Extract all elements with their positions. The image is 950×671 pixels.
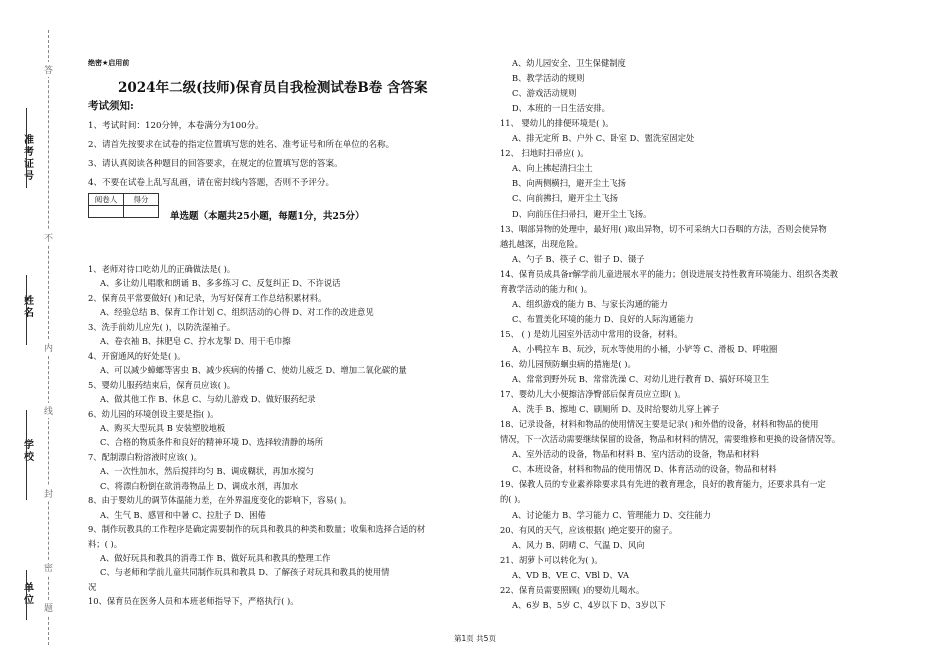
exam-title: 2024年二级(技师)保育员自我检测试卷B卷 含答案 [118,80,428,96]
margin-char: 不 [44,230,53,245]
question-text: 越扎越深，出现危险。 [500,238,583,249]
answer-option: A、一次性加水，然后搅拌均匀 B、调成糊状，再加水搅匀 [100,466,314,477]
answer-option: A、洗手 B、擦地 C、刷厕所 D、及时给婴幼儿穿上裤子 [512,404,720,415]
margin-char: 题 [44,600,53,615]
answer-option: B、向两侧横扫，避开尘土飞扬 [512,178,626,189]
answer-option: A、向上拂起清扫尘土 [512,163,593,174]
ticket-number-label: 准考证号 [24,135,34,182]
school-field[interactable] [26,410,27,500]
question-text: 15、 ( ) 是幼儿园室外活动中常用的设备，材料。 [500,328,683,339]
unit-label: 单位 [24,583,34,606]
answer-option: B、教学活动的规则 [512,73,585,84]
question-text: 17、婴幼儿大小便擦洁净臀部后保育员应立即( )。 [500,389,686,400]
answer-option: C、合格的物质条件和良好的精神环境 D、选择较清静的场所 [100,437,324,448]
answer-option: A、6岁 B、5岁 C、4岁以下 D、3岁以下 [512,599,666,610]
question-text: 育教学活动的能力和( )。 [500,283,593,294]
answer-option: A、室外活动的设备，物品和材料 B、室内活动的设备，物品和材料 [512,449,760,460]
answer-option: A、多让幼儿唱歌和朗诵 B、多多练习 C、反复纠正 D、不许说话 [100,278,341,289]
page-footer: 第1页 共5页 [454,634,496,643]
question-text: 12、 扫地时扫帚应( )。 [500,148,589,159]
school-label: 学校 [24,440,34,463]
name-field[interactable] [26,275,27,345]
margin-char: 线 [44,403,53,418]
question-text: 13、咽部异物的处理中，最好用( )取出异物，切不可采纳大口吞咽的方法，否则会使异物 [500,223,827,234]
question-text: 18、记录设备，材料和物品的使用情况主要是记录( )和外借的设备，材料和物品的使用 [500,419,819,430]
question-text: 4、开窗通风的好处是( )。 [88,350,186,361]
answer-option: D、本班的一日生活安排。 [512,103,610,114]
margin-char: 密 [44,560,53,575]
answer-option: C、向前拂扫，避开尘土飞扬 [512,193,618,204]
question-text: 16、幼儿园预防蛔虫病的措施是( )。 [500,359,636,369]
answer-option: A、排无定所 B、户外 C、卧室 D、盥洗室固定处 [512,133,695,144]
seal-cut-line [48,30,49,645]
name-label: 姓名 [24,296,34,319]
question-text: 20、有风的天气，应该根据( )绝定要开的窗子。 [500,524,678,535]
answer-option: A、生气 B、感冒和中暑 C、拉肚子 D、困倦 [100,509,266,520]
answer-option: A、VD B、VE C、VBl D、VA [512,569,630,580]
answer-option: A、组织游戏的能力 B、与家长沟通的能力 [512,298,668,309]
question-text: 3、洗手前幼儿应先( )，以防洗湿袖子。 [88,321,236,332]
answer-option: A、小鸭拉车 B、玩沙，玩水等使用的小桶，小铲等 C、滑板 D、呼啦圈 [512,343,778,354]
notice-item: 2、请首先按要求在试卷的指定位置填写您的姓名、准考证号和所在单位的名称。 [88,140,395,150]
answer-option: A、做其他工作 B、休息 C、与幼儿游戏 D、做好服药纪录 [100,394,316,405]
binding-margin [0,0,70,671]
question-text: 1、老师对待口吃幼儿的正确做法是( )。 [88,264,236,274]
reviewer-header: 阅卷人 [89,194,124,206]
margin-char: 内 [44,340,53,355]
ticket-number-field[interactable] [26,108,27,188]
answer-option: C、将漂白粉倒在欲消毒物品上 D、调成水剂，再加水 [100,480,299,491]
question-text: 8、由于婴幼儿的调节体温能力差，在外界温度变化的影响下，容易( )。 [88,495,352,506]
answer-option: A、购买大型玩具 B 安装塑胶地板 [100,422,226,433]
answer-option: A、勺子 B、筷子 C、钳子 D、镊子 [512,253,645,264]
answer-option: A、常常到野外玩 B、常常洗澡 C、对幼儿进行教育 D、搞好环境卫生 [512,374,770,385]
question-text: 况 [88,581,97,592]
answer-option: A、讨论能力 B、学习能力 C、管理能力 D、交往能力 [512,509,711,520]
notice-item: 3、请认真阅读各种题目的回答要求，在规定的位置填写您的答案。 [88,159,343,169]
question-text: 情况，下一次活动需要继续保留的设备，物品和材料的情况，需要维修和更换的设备情况等。 [500,434,841,445]
question-text: 22、保育员需要照顾( )的婴幼儿喝水。 [500,584,645,595]
score-header: 得分 [124,194,159,206]
answer-option: C、与老师和学前儿童共同制作玩具和教具 D、了解孩子对玩具和教具的使用情 [100,567,390,578]
answer-option: A、可以减少蟑螂等害虫 B、减少疾病的传播 C、使幼儿疲乏 D、增加二氧化碳的量 [100,365,407,376]
question-text: 11、 婴幼儿的排便环境是( )。 [500,118,614,129]
question-text: 21、胡萝卜可以转化为( )。 [500,554,603,565]
answer-option: D、向前压住扫帚扫，避开尘土飞扬。 [512,208,652,219]
answer-option: C、游戏活动规则 [512,88,577,99]
answer-option: C、布置美化环境的能力 D、良好的人际沟通能力 [512,313,694,324]
margin-char: 答 [44,62,53,77]
answer-option: A、幼儿园安全、卫生保健制度 [512,58,626,68]
unit-field[interactable] [26,570,27,620]
answer-option: A、卷衣袖 B、抹肥皂 C、拧水龙掣 D、用干毛巾擦 [100,336,291,347]
question-text: 9、制作玩教具的工作程序是确定需要制作的玩具和教具的种类和数量；收集和选择合适的材 [88,524,426,535]
reviewer-cell[interactable] [89,206,124,218]
margin-char: 封 [44,486,53,501]
question-text: 料；( )。 [88,538,123,549]
notice-item: 4、不要在试卷上乱写乱画，请在密封线内答题，否则不予评分。 [88,178,335,188]
question-text: 2、保育员平常要做好( )和记录，为写好保育工作总结积累材料。 [88,292,327,303]
question-text: 的( )。 [500,494,526,505]
score-cell[interactable] [124,206,159,218]
question-text: 7、配制漂白粉溶液时应该( )。 [88,451,202,462]
secret-mark: 绝密★启用前 [88,59,130,67]
answer-option: A、风力 B、阴晴 C、气温 D、风向 [512,539,645,550]
question-text: 14、保育员成具备r解学前儿童进展水平的能力；创设进展支持性教育环境能力、组织各类教 [500,268,839,279]
answer-option: A、做好玩具和教具的消毒工作 B、做好玩具和教具的整理工作 [100,553,331,563]
notice-heading: 考试须知: [88,100,134,112]
section-title: 单选题（本题共25小题，每题1分，共25分） [170,211,365,222]
answer-option: A、经验总结 B、保育工作计划 C、组织活动的心得 D、对工作的改进意见 [100,307,374,318]
question-text: 19、保教人员的专业素养除要求具有先进的教育理念，良好的教育能力，还要求具有一定 [500,479,826,490]
question-text: 10、保育员在医务人员和本班老师指导下，严格执行( )。 [88,596,299,607]
question-text: 6、幼儿园的环境创设主要是指( )。 [88,408,219,419]
question-text: 5、婴幼儿服药结束后，保育员应该( )。 [88,379,236,390]
answer-option: C、本班设备，材料和物品的使用情况 D、体育活动的设备，物品和材料 [512,464,777,475]
notice-item: 1、考试时间：120分钟，本卷满分为100分。 [88,121,264,131]
score-table [88,193,159,218]
